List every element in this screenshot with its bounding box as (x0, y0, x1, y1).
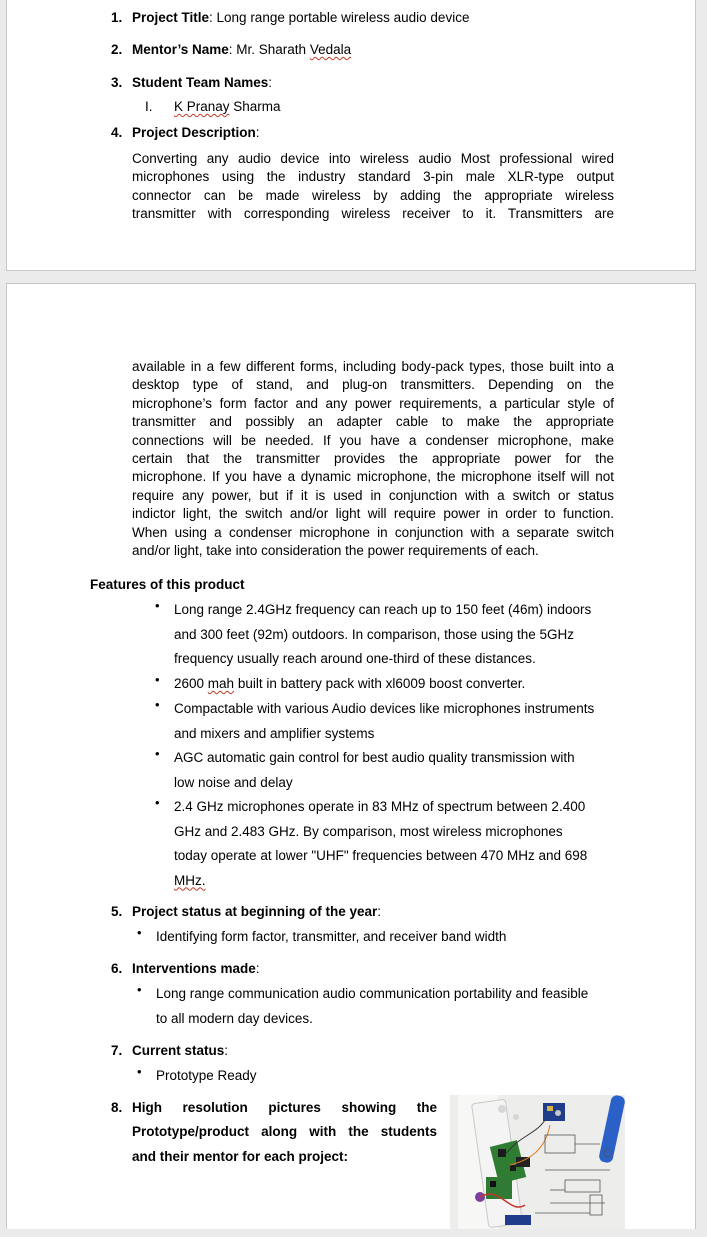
feature-line: GHz and 2.483 GHz. By comparison, most wireless microphones (174, 823, 563, 839)
student-name (174, 99, 281, 114)
project-title-label: Project Title (132, 10, 210, 25)
interventions-line: Long range communication audio communication portability and feasible (156, 986, 589, 1001)
paragraph-line: connector can be made wireless by adding the appropriate wireless (132, 187, 614, 203)
interventions-line: to all modern day devices. (156, 1010, 313, 1026)
description-paragraph-page1 (132, 150, 614, 224)
student-roman-numeral: I. (145, 99, 153, 114)
current-status-bullet-item (137, 1064, 257, 1089)
paragraph-line: connections will be needed. If you have a condenser microphone, make (132, 432, 614, 448)
team-names-item (111, 75, 272, 90)
list-number: 7. (111, 1043, 123, 1058)
bullet-icon: • (155, 697, 160, 712)
mentor-value: : Mr. Sharath (228, 42, 310, 57)
feature-item (155, 598, 592, 672)
project-description-label: Project Description (132, 125, 256, 140)
paragraph-line: When using a condenser microphone in conjunction with a separate switch (132, 524, 614, 540)
project-title-value: : Long range portable wireless audio device (209, 10, 470, 25)
feature-item (155, 795, 588, 893)
feature-line: frequency usually reach around one-third of these distances. (174, 651, 536, 666)
feature-line: 2.4 GHz microphones operate in 83 MHz of spectrum between 2.400 (174, 799, 586, 814)
paragraph-line: microphones using the industry standard 3-pin male XLR-type output (132, 169, 614, 185)
page-footer-strip (0, 1229, 707, 1237)
list-number: 3. (111, 75, 123, 90)
bullet-icon: • (137, 1064, 142, 1079)
bullet-icon: • (137, 925, 142, 940)
paragraph-line: available in a few different forms, including body-pack types, those built into a (132, 359, 614, 374)
paragraph-line: transmitter with corresponding wireless receiver to it. Transmitters are (132, 206, 614, 222)
feature-line: today operate at lower "UHF" frequencies between 470 MHz and 698 (174, 848, 588, 863)
interventions-bullet-item (137, 982, 589, 1031)
prototype-photo (450, 1095, 625, 1230)
paragraph-line: require any power, but if it is used in conjunction with a switch or status (132, 487, 614, 503)
paragraph-line: Converting any audio device into wireless audio Most professional wired (132, 151, 614, 166)
student-surname: Sharma (229, 99, 281, 114)
colon: : (255, 125, 260, 140)
feature-line (174, 672, 525, 697)
project-title-item (111, 10, 469, 25)
current-status-label: Current status (132, 1043, 225, 1058)
paragraph-line: desktop type of stand, and plug-on transmitters. Depending on the (132, 377, 614, 393)
feature-line: Long range 2.4GHz frequency can reach up to 150 feet (46m) indoors (174, 602, 592, 617)
bullet-icon: • (155, 746, 160, 761)
list-number: 1. (111, 10, 123, 25)
spellcheck-word[interactable]: mah (207, 676, 235, 691)
bullet-icon: • (137, 982, 142, 997)
feature-line: AGC automatic gain control for best audio quality transmission with (174, 750, 575, 765)
paragraph-line: transmitter and possibly an adapter cable to make the appropriate (132, 414, 614, 430)
feature-line (174, 869, 587, 894)
spellcheck-word[interactable]: Vedala (309, 42, 352, 57)
current-status-line: Prototype Ready (156, 1068, 257, 1083)
list-number: 5. (111, 904, 123, 919)
current-status-item (111, 1043, 228, 1058)
feature-item (155, 672, 526, 697)
list-number: 6. (111, 961, 123, 976)
document-page-1 (6, 0, 696, 271)
feature-item (155, 697, 595, 746)
list-number: 4. (111, 125, 123, 140)
pictures-line: High resolution pictures showing the (132, 1100, 437, 1115)
feature-line: low noise and delay (174, 774, 293, 790)
feature-line: and 300 feet (92m) outdoors. In comparison, those using the 5GHz (174, 626, 574, 642)
description-paragraph-page2 (132, 358, 614, 560)
paragraph-line: microphone. If you have a dynamic microphone, the microphone itself will not (132, 469, 614, 485)
colon: : (268, 75, 273, 90)
features-heading: Features of this product (90, 577, 245, 592)
spellcheck-word[interactable]: K Pranay (174, 99, 230, 114)
bullet-icon: • (155, 795, 160, 810)
feature-line: Compactable with various Audio devices like microphones instruments (174, 701, 595, 716)
colon: : (255, 961, 260, 976)
paragraph-line: certain that the transmitter provides the appropriate power for the (132, 450, 614, 466)
paragraph-line: indictor light, the switch and/or light will require power in order to function. (132, 506, 614, 522)
text-run: built in battery pack with xl6009 boost converter. (234, 676, 526, 691)
project-status-label: Project status at beginning of the year (132, 904, 378, 919)
colon: : (224, 1043, 229, 1058)
project-status-item (111, 904, 381, 919)
status-bullet-item (137, 925, 507, 950)
list-number: 8. (111, 1100, 123, 1115)
feature-line: and mixers and amplifier systems (174, 725, 375, 741)
prototype-photo-illustration (450, 1095, 625, 1230)
interventions-label: Interventions made (132, 961, 256, 976)
spellcheck-word[interactable]: MHz. (174, 872, 206, 888)
feature-item (155, 746, 575, 795)
mentor-item (111, 42, 351, 57)
interventions-item (111, 961, 260, 976)
text-run: 2600 (174, 676, 208, 691)
project-description-item (111, 125, 260, 140)
team-names-label: Student Team Names (132, 75, 269, 90)
pictures-line: Prototype/product along with the students (132, 1124, 437, 1140)
status-line: Identifying form factor, transmitter, and receiver band width (156, 929, 507, 944)
list-number: 2. (111, 42, 123, 57)
pictures-line: and their mentor for each project: (132, 1148, 349, 1164)
paragraph-line: and/or light, take into consideration the power requirements of each. (132, 542, 539, 558)
paragraph-line: microphone’s form factor and any power requirements, a particular style of (132, 395, 614, 411)
pictures-item (111, 1096, 437, 1169)
bullet-icon: • (155, 598, 160, 613)
colon: : (377, 904, 382, 919)
mentor-label: Mentor’s Name (132, 42, 229, 57)
bullet-icon: • (155, 672, 160, 687)
